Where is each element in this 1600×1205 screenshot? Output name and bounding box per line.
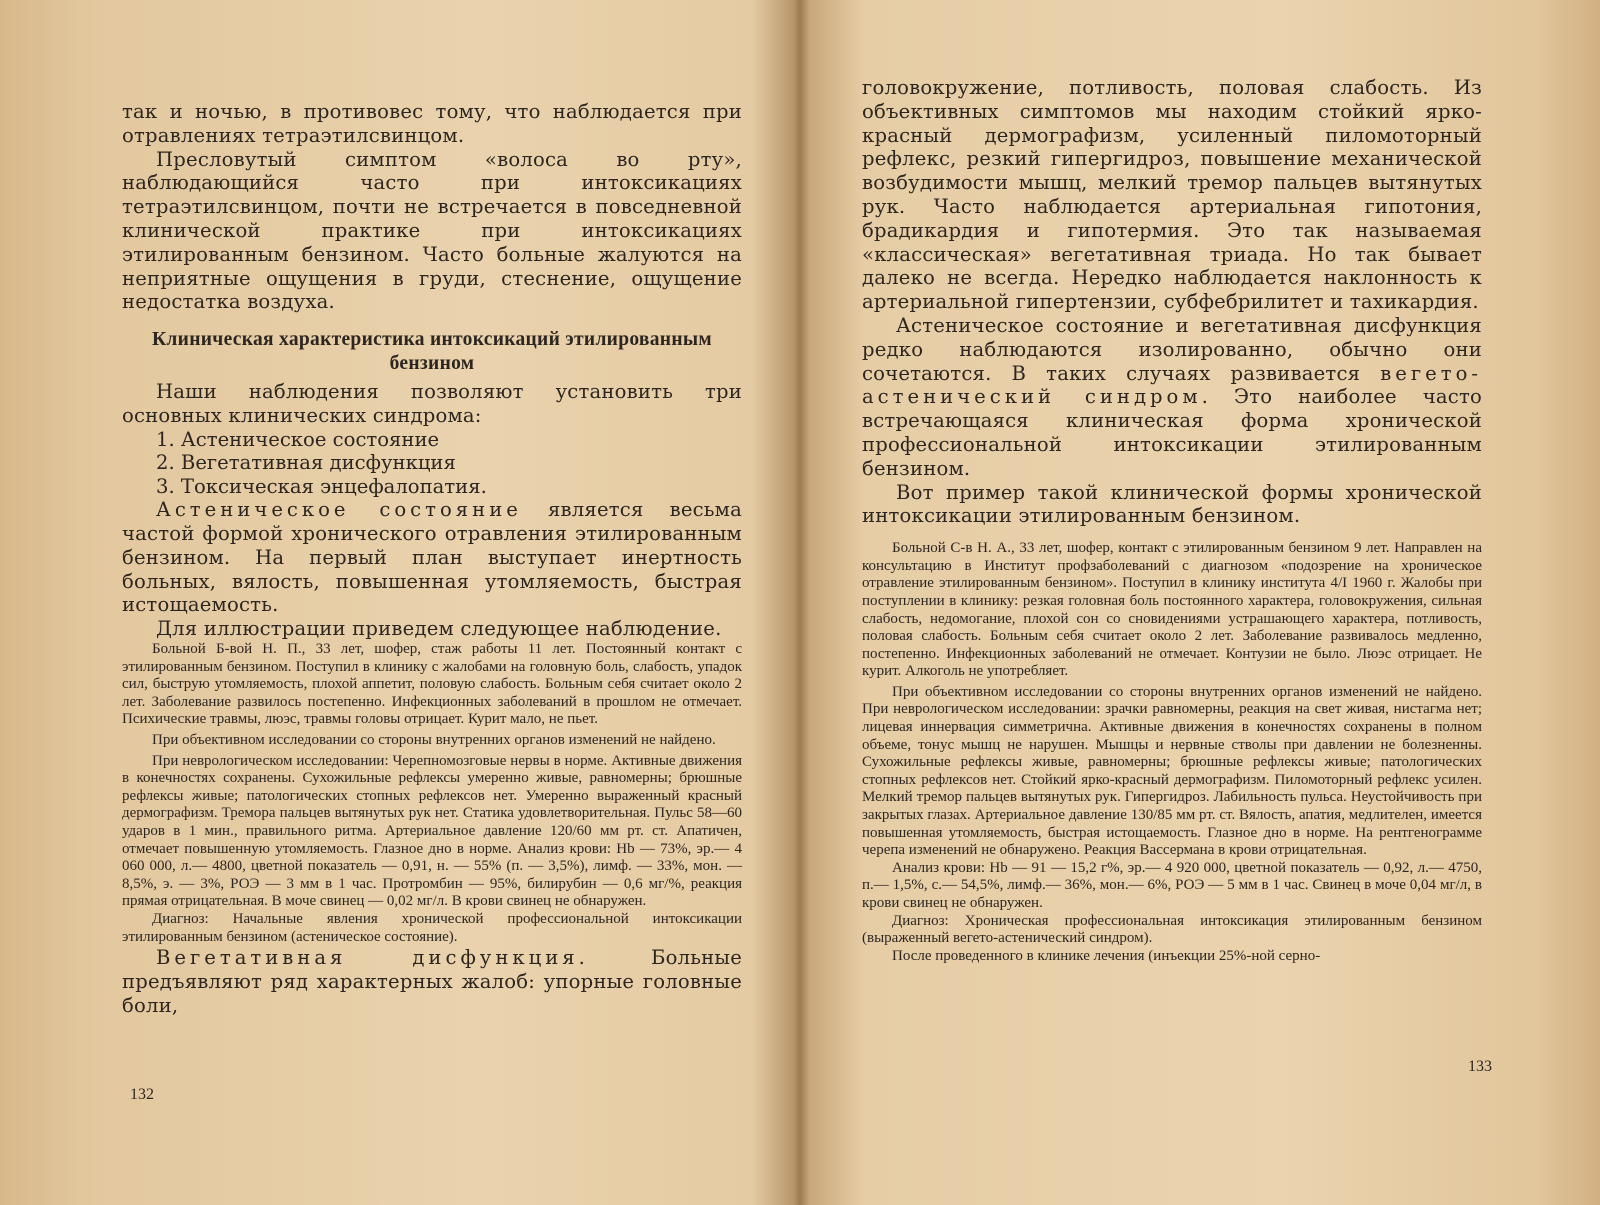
paragraph-example: Вот пример такой клинической формы хронической интоксикации этилированным бензином.: [862, 480, 1482, 528]
paragraph-vegetative: [122, 946, 742, 1017]
case-history-1: Больной Б-вой Н. П., 33 лет, шофер, стаж работы 11 лет. Постоянный контакт с этилированным бензином. Поступил в клинику с жалобами на головную боль, слабость, упадок сил, быструю утомляемость, плохой аппетит, половую слабость. Больным себя считает около 2 лет. Заболевание развилось постепенно. Инфекционных заболеваний в прошлом не отмечает. Психические травмы, люэс, травмы головы отрицает. Курит мало, не пьет.: [122, 641, 742, 728]
paragraph-asthenic: [122, 498, 742, 617]
section-heading: Клиническая характеристика интоксикаций этилированным бензином: [151, 329, 712, 375]
combined-text-a: Астеническое состояние и вегетативная дисфункция редко наблюдаются изолированно, обычно они сочетаются. В таких случаях развивается: [862, 313, 1482, 385]
list-item: 1. Астеническое состояние: [156, 427, 440, 451]
term-vegetative: Вегетативная дисфункция.: [156, 946, 589, 970]
paragraph-continuation: головокружение, потливость, половая слабость. Из объективных симптомов мы находим стойкий ярко-красный дермографизм, усиленный пиломоторный рефлекс, резкий гипергидроз, повышение механической возбудимости мышц, мелкий тремор пальцев вытянутых рук. Часто наблюдается артериальная гипотония, брадикардия и гипотермия. Это так называемая «классическая» вегетативная триада. Но так бывает далеко не всегда. Нередко наблюдается наклонность к артериальной гипертензии, субфебрилитет и тахикардия.: [862, 76, 1482, 314]
case-history-2: Больной С-в Н. А., 33 лет, шофер, контакт с этилированным бензином 9 лет. Направлен на консультацию в Институт профзаболеваний с диагнозом «подозрение на хроническое отравление этилированным бензином». Поступил в клинику института 4/I 1960 г. Жалобы при поступлении в клинику: резкая головная боль постоянного характера, головокружения, сильная слабость, недомогание, плохой сон со сновидениями устрашающего характера, потливость, половая слабость. Больным себя считает около 2 лет. Заболевание развивалось медленно, постепенно. Инфекционных заболеваний не отмечает. Контузии не было. Люэс отрицает. Не курит. Алкоголь не употребляет.: [862, 540, 1482, 680]
paragraph-combined: [862, 314, 1482, 481]
asthenic-text: является весьма частой формой хронического отравления этилированным бензином. На первый план выступает инертность больных, вялость, повышенная утомляемость, быстрая истощаемость.: [122, 498, 742, 617]
paragraph-hair-symptom: Пресловутый симптом «волоса во рту», наблюдающийся часто при интоксикациях тетраэтилсвинцом, почти не встречается в повседневной клинической практике при интоксикациях этилированным бензином. Часто больные жалуются на неприятные ощущения в груди, стеснение, ощущение недостатка воздуха.: [122, 147, 742, 314]
combined-text-b: . Это наиболее часто встречающаяся клиническая форма хронической профессиональной интоксикации этилированным бензином.: [862, 385, 1482, 480]
paragraph-illustration: Для иллюстрации приведем следующее наблюдение.: [156, 617, 722, 641]
paragraph-continuation: так и ночью, в противовес тому, что наблюдается при отравлениях тетраэтилсвинцом.: [122, 100, 742, 147]
term-asthenic: Астеническое состояние: [156, 498, 522, 522]
case-2-exam: При объективном исследовании со стороны внутренних органов изменений не найдено. При неврологическом исследовании: зрачки равномерны, реакция на свет живая, нистагма нет; лицевая иннервация симметрична. Активные движения в конечностях сохранены в полном объеме, тонус мышц не нарушен. Мышцы и нервные стволы при давлении не болезненны. Сухожильные рефлексы живые, равномерны; брюшные рефлексы живые; патологических стопных рефлексов нет. Стойкий ярко-красный дермографизм. Пиломоторный рефлекс усилен. Мелкий тремор пальцев вытянутых рук. Гипергидроз. Лабильность пульса. Неустойчивость при закрытых глазах. Артериальное давление 130/85 мм рт. ст. Вялость, апатия, медлителен, имеется повышенная утомляемость, быстрая истощаемость. Глазное дно в норме. На рентгенограмме черепа изменений не обнаружено. Реакция Вассермана в крови отрицательная.: [862, 683, 1482, 859]
case-2-blood: Анализ крови: Hb — 91 — 15,2 г%, эр.— 4 920 000, цветной показатель — 0,92, л.— 4750, п.— 1,5%, с.— 54,5%, лимф.— 36%, мон.— 6%, РОЭ — 5 мм в 1 час. Свинец в моче 0,04 мг/л, в крови свинец не обнаружен.: [862, 859, 1482, 912]
right-text-column: [862, 76, 1482, 965]
page-number-right: 133: [1468, 1058, 1492, 1075]
case-1-internal: При объективном исследовании со стороны внутренних органов изменений не найдено.: [152, 732, 716, 749]
case-2-diagnosis: Диагноз: Хроническая профессиональная интоксикация этилированным бензином (выраженный вегето-астенический синдром).: [862, 912, 1482, 947]
list-item: 2. Вегетативная дисфункция: [156, 451, 456, 475]
case-1-neurology: При неврологическом исследовании: Черепномозговые нервы в норме. Активные движения в конечностях сохранены. Сухожильные рефлексы умеренно живые, равномерны; брюшные рефлексы живые; патологических стопных рефлексов нет. Умеренно выраженный красный дермографизм. Тремора пальцев вытянутых рук нет. Статика удовлетворительная. Пульс 58—60 ударов в 1 мин., правильного ритма. Артериальное давление 120/60 мм рт. ст. Апатичен, отмечает повышенную утомляемость. Глазное дно в норме. Анализ крови: Hb — 73%, эр.— 4 060 000, л.— 4800, цветной показатель — 0,91, н. — 55% (п. — 3,5%), лимф. — 33%, мон. — 8,5%, э. — 3%, РОЭ — 3 мм в 1 час. Протромбин — 95%, билирубин — 0,6 мг/%, реакция прямая отрицательная. В моче свинец — 0,02 мг/л. В крови свинец не обнаружен.: [122, 752, 742, 910]
vegetative-text: Больные предъявляют ряд характерных жалоб: упорные головные боли,: [122, 946, 743, 1017]
term-combined: вегето-астенический синдром: [862, 361, 1482, 409]
case-1-diagnosis: Диагноз: Начальные явления хронической профессиональной интоксикации этилированным бензином (астеническое состояние).: [122, 910, 742, 945]
case-2-after: После проведенного в клинике лечения (инъекции 25%-ной серно-: [892, 947, 1321, 964]
left-text-column: [122, 100, 742, 1018]
paragraph-intro: Наши наблюдения позволяют установить три основных клинических синдрома:: [122, 380, 742, 427]
right-page: [800, 0, 1600, 1205]
list-item: 3. Токсическая энцефалопатия.: [156, 474, 487, 498]
page-number-left: 132: [130, 1086, 154, 1103]
